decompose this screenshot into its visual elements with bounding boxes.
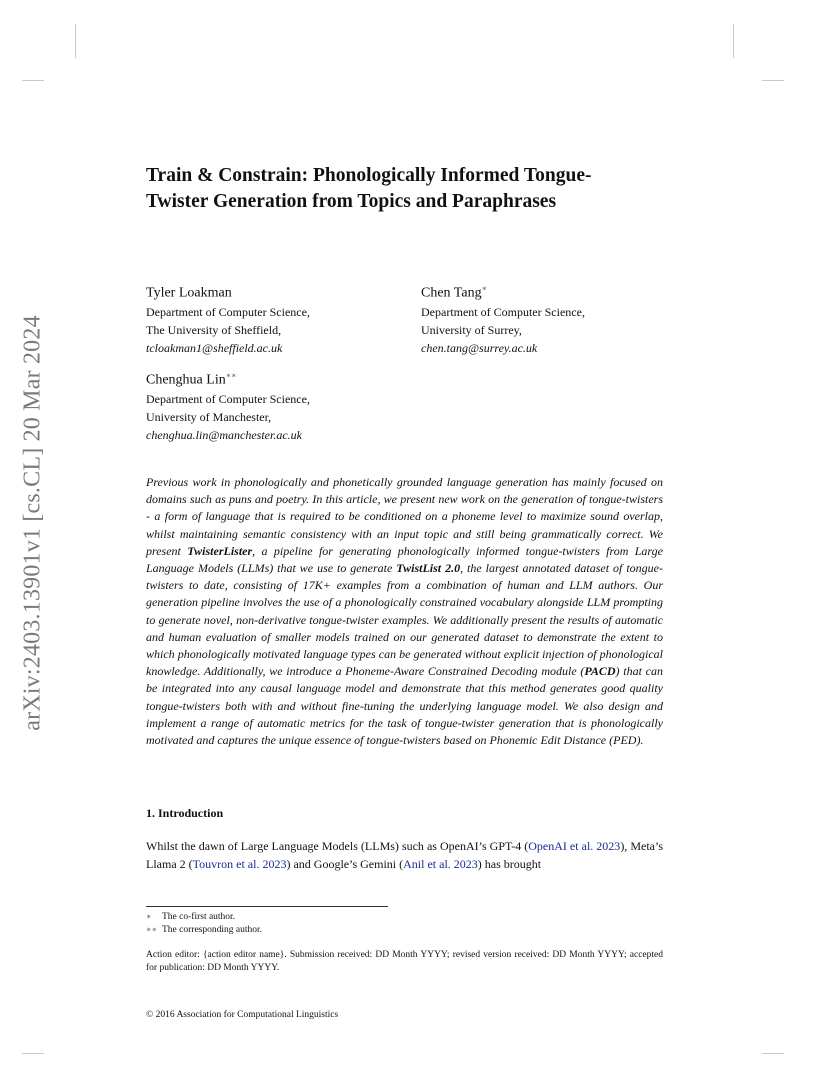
abstract: Previous work in phonologically and phonetically grounded language generation has mainly focused on domains such as puns and poetry. In this article, we present new work on the generation of tongue-twisters - a form of language that is required to be conditioned on a phoneme level to maximize sound overlap, whilst maintaining semantic consistency with an input topic and still being grammatically correct. We present TwisterLister, a pipeline for generating phonologically informed tongue-twisters from Large Language Models (LLMs) that we use to generate TwistList 2.0, the largest annotated dataset of tongue-twisters to date, consisting of 17K+ examples from a combination of human and LLM authors. Our generation pipeline involves the use of a phonologically constrained vocabulary alongside LLM prompting to generate novel, non-derivative tongue-twister examples. We additionally present the results of automatic and human evaluation of smaller models trained on our generated dataset to demonstrate the extent to which phonologically motivated language types can be generated without explicit injection of phonological knowledge. Additionally, we introduce a Phoneme-Aware Constrained Decoding module (PACD) that can be integrated into any causal language model and demonstrate that this method generates good quality tongue-twisters both with and without fine-tuning the underlying language model. We also design and implement a range of automatic metrics for the task of tongue-twister generation that is phonologically motivated and captures the unique essence of tongue-twisters based on Phonemic Edit Distance (PED). (146, 475, 663, 748)
crop-mark-right-lower (762, 1053, 784, 1054)
author-institution: The University of Sheffield, (146, 322, 282, 337)
footnotes (146, 911, 262, 936)
twisterlister-term: TwisterLister (187, 543, 253, 558)
author-name: Chen Tang∗ (421, 284, 488, 301)
author-name: Chenghua Lin∗∗ (146, 371, 237, 388)
author-department: Department of Computer Science, (146, 391, 310, 406)
footnote-co-first-author: ∗ The co-first author. (146, 912, 236, 922)
author-block-3 (146, 366, 310, 444)
section-heading-introduction: 1. Introduction (146, 806, 224, 820)
crop-mark-right-upper (762, 80, 784, 81)
footnote-corresponding-author: ∗∗ The corresponding author. (146, 924, 262, 935)
citation-openai[interactable]: OpenAI et al. 2023 (528, 839, 621, 853)
crop-mark-left-lower (22, 1053, 44, 1054)
arxiv-id: arXiv:2403.13901v1 [cs.CL] 20 Mar 2024 (19, 315, 46, 731)
author-institution: University of Surrey, (421, 322, 522, 337)
author-institution: University of Manchester, (146, 409, 272, 424)
footnote-rule (146, 906, 388, 907)
author-department: Department of Computer Science, (421, 304, 585, 319)
crop-mark-top-left (75, 24, 76, 58)
twistlist-term: TwistList 2.0 (396, 561, 461, 576)
author-department: Department of Computer Science, (146, 304, 310, 319)
author-block-1 (146, 279, 310, 357)
author-email[interactable]: tcloakman1@sheffield.ac.uk (146, 340, 283, 355)
citation-touvron[interactable]: Touvron et al. 2023 (192, 857, 287, 871)
author-email[interactable]: chen.tang@surrey.ac.uk (421, 340, 538, 355)
pacd-term: PACD (584, 664, 616, 679)
introduction-paragraph: Whilst the dawn of Large Language Models (LLMs) such as OpenAI’s GPT-4 (OpenAI et al. 2023), Meta’s Llama 2 (Touvron et al. 2023) and Google’s Gemini (Anil et al. 2023) has brought (146, 839, 663, 871)
crop-mark-top-right (733, 24, 734, 58)
author-name: Tyler Loakman (146, 285, 232, 301)
arxiv-sidebar (14, 288, 52, 758)
crop-mark-left-upper (22, 80, 44, 81)
author-block-2 (421, 279, 585, 357)
citation-anil[interactable]: Anil et al. 2023 (403, 857, 478, 871)
author-email[interactable]: chenghua.lin@manchester.ac.uk (146, 427, 302, 442)
paper-title: Train & Constrain: Phonologically Informed Tongue-Twister Generation from Topics and Paraphrases (146, 165, 592, 212)
copyright-notice: © 2016 Association for Computational Linguistics (146, 1010, 339, 1020)
action-editor-note: Action editor: {action editor name}. Submission received: DD Month YYYY; revised version received: DD Month YYYY; accepted for publication: DD Month YYYY. (146, 950, 663, 973)
